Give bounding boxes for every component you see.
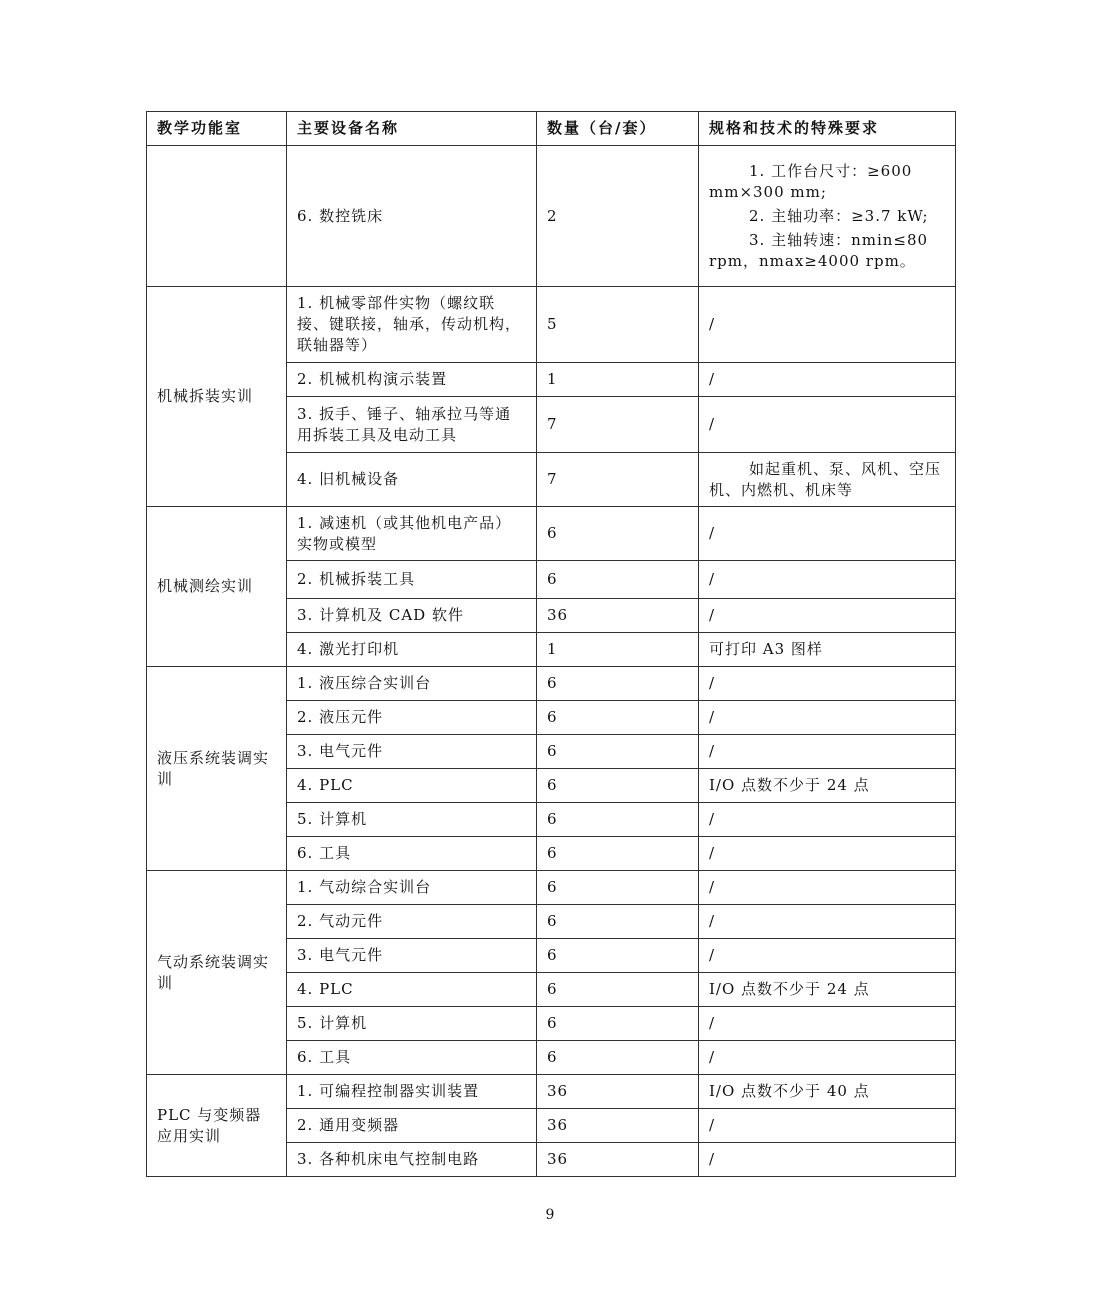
spec-cell: 可打印 A3 图样 <box>699 633 956 667</box>
quantity-cell: 6 <box>537 973 699 1007</box>
spec-cell: I/O 点数不少于 24 点 <box>699 769 956 803</box>
quantity-cell: 2 <box>537 146 699 287</box>
quantity-cell: 6 <box>537 939 699 973</box>
room-cell: 液压系统装调实训 <box>147 667 287 871</box>
equipment-name-cell: 2. 液压元件 <box>287 701 537 735</box>
room-cell <box>147 146 287 287</box>
equipment-name-cell: 1. 气动综合实训台 <box>287 871 537 905</box>
equipment-name-cell: 5. 计算机 <box>287 1007 537 1041</box>
equipment-name-cell: 3. 扳手、锤子、轴承拉马等通用拆装工具及电动工具 <box>287 397 537 453</box>
spec-cell: / <box>699 1041 956 1075</box>
table-row <box>147 667 956 701</box>
quantity-cell: 5 <box>537 287 699 363</box>
quantity-cell: 6 <box>537 1007 699 1041</box>
spec-cell: / <box>699 905 956 939</box>
spec-cell: / <box>699 701 956 735</box>
header-equipment-name: 主要设备名称 <box>287 112 537 146</box>
spec-cell: / <box>699 1143 956 1177</box>
spec-cell: / <box>699 667 956 701</box>
quantity-cell: 6 <box>537 667 699 701</box>
equipment-name-cell: 3. 各种机床电气控制电路 <box>287 1143 537 1177</box>
table-row <box>147 287 956 363</box>
spec-cell: / <box>699 507 956 561</box>
table-header-row <box>147 112 956 146</box>
equipment-table <box>146 111 956 1177</box>
room-cell: 机械拆装实训 <box>147 287 287 507</box>
quantity-cell: 36 <box>537 1143 699 1177</box>
quantity-cell: 7 <box>537 453 699 507</box>
equipment-name-cell: 2. 通用变频器 <box>287 1109 537 1143</box>
equipment-name-cell: 3. 电气元件 <box>287 735 537 769</box>
spec-cell <box>699 146 956 287</box>
quantity-cell: 6 <box>537 561 699 599</box>
spec-cell: I/O 点数不少于 24 点 <box>699 973 956 1007</box>
equipment-name-cell: 3. 计算机及 CAD 软件 <box>287 599 537 633</box>
spec-line: 2. 主轴功率：≥3.7 kW; <box>749 206 929 225</box>
spec-cell: 如起重机、泵、风机、空压机、内燃机、机床等 <box>699 453 956 507</box>
room-cell: 机械测绘实训 <box>147 507 287 667</box>
quantity-cell: 1 <box>537 363 699 397</box>
equipment-name-cell: 2. 机械机构演示装置 <box>287 363 537 397</box>
table-row <box>147 146 956 287</box>
quantity-cell: 6 <box>537 507 699 561</box>
spec-cell: / <box>699 735 956 769</box>
equipment-name-cell: 5. 计算机 <box>287 803 537 837</box>
quantity-cell: 7 <box>537 397 699 453</box>
equipment-name-cell: 4. PLC <box>287 973 537 1007</box>
equipment-name-cell: 6. 工具 <box>287 837 537 871</box>
quantity-cell: 6 <box>537 803 699 837</box>
equipment-name-cell: 2. 气动元件 <box>287 905 537 939</box>
room-cell: PLC 与变频器应用实训 <box>147 1075 287 1177</box>
spec-cell: / <box>699 599 956 633</box>
equipment-name-cell: 4. PLC <box>287 769 537 803</box>
equipment-name-cell: 1. 可编程控制器实训装置 <box>287 1075 537 1109</box>
quantity-cell: 6 <box>537 871 699 905</box>
quantity-cell: 36 <box>537 1109 699 1143</box>
equipment-name-cell: 6. 工具 <box>287 1041 537 1075</box>
table-row <box>147 507 956 561</box>
table-row <box>147 1075 956 1109</box>
spec-cell: / <box>699 803 956 837</box>
spec-cell: / <box>699 939 956 973</box>
table-row <box>147 871 956 905</box>
spec-cell: I/O 点数不少于 40 点 <box>699 1075 956 1109</box>
room-cell: 气动系统装调实训 <box>147 871 287 1075</box>
quantity-cell: 36 <box>537 1075 699 1109</box>
equipment-name-cell: 3. 电气元件 <box>287 939 537 973</box>
quantity-cell: 6 <box>537 905 699 939</box>
equipment-name-cell: 6. 数控铣床 <box>287 146 537 287</box>
equipment-name-cell: 4. 激光打印机 <box>287 633 537 667</box>
equipment-name-cell: 1. 减速机（或其他机电产品）实物或模型 <box>287 507 537 561</box>
spec-cell: / <box>699 363 956 397</box>
spec-cell: / <box>699 561 956 599</box>
spec-cell: / <box>699 871 956 905</box>
spec-cell: / <box>699 837 956 871</box>
spec-cell: / <box>699 397 956 453</box>
quantity-cell: 6 <box>537 837 699 871</box>
equipment-name-cell: 4. 旧机械设备 <box>287 453 537 507</box>
equipment-name-cell: 1. 机械零部件实物（螺纹联接、键联接，轴承，传动机构，联轴器等） <box>287 287 537 363</box>
header-quantity: 数量（台/套） <box>537 112 699 146</box>
header-spec: 规格和技术的特殊要求 <box>699 112 956 146</box>
header-room: 教学功能室 <box>147 112 287 146</box>
page-number: 9 <box>545 1207 555 1223</box>
spec-cell: / <box>699 287 956 363</box>
spec-cell: / <box>699 1007 956 1041</box>
spec-line: 3. 主轴转速：nmin≤80 rpm，nmax≥4000 rpm。 <box>709 230 929 270</box>
quantity-cell: 36 <box>537 599 699 633</box>
quantity-cell: 1 <box>537 633 699 667</box>
quantity-cell: 6 <box>537 769 699 803</box>
spec-cell: / <box>699 1109 956 1143</box>
equipment-name-cell: 1. 液压综合实训台 <box>287 667 537 701</box>
quantity-cell: 6 <box>537 1041 699 1075</box>
quantity-cell: 6 <box>537 701 699 735</box>
equipment-name-cell: 2. 机械拆装工具 <box>287 561 537 599</box>
spec-line: 1. 工作台尺寸：≥600 mm×300 mm; <box>709 161 913 201</box>
quantity-cell: 6 <box>537 735 699 769</box>
